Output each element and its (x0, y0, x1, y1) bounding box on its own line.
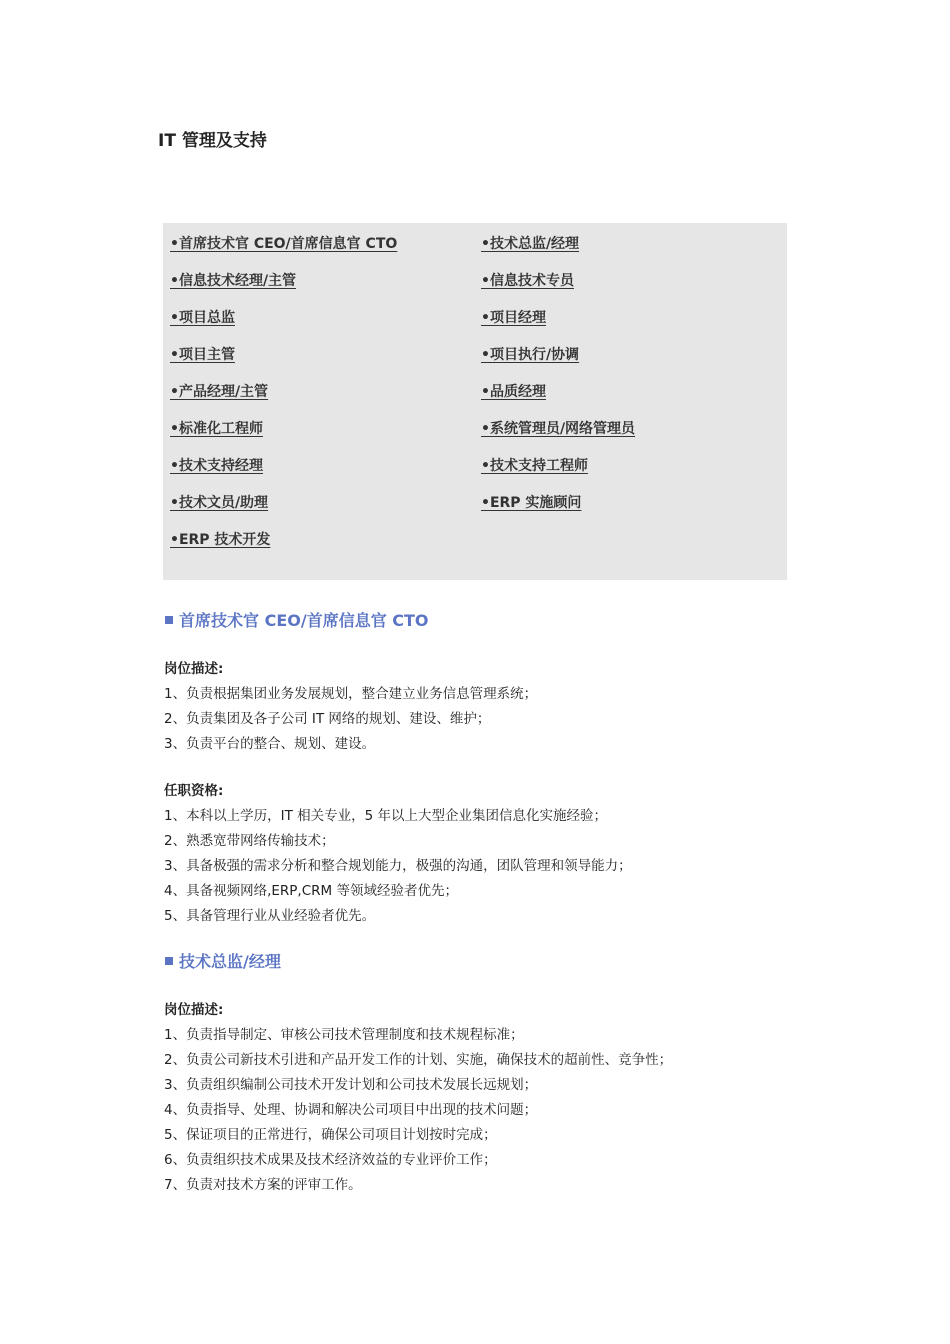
toc-link-product-manager[interactable]: •产品经理/主管 (170, 384, 269, 400)
description-line: 3、负责平台的整合、规划、建设。 (164, 736, 376, 752)
toc-link-tech-support-manager[interactable]: •技术支持经理 (170, 458, 263, 474)
qualification-line: 4、具备视频网络,ERP,CRM 等领域经验者优先； (164, 883, 458, 899)
toc-link-erp-developer[interactable]: •ERP 技术开发 (170, 532, 271, 548)
qualification-line: 1、本科以上学历，IT 相关专业，5 年以上大型企业集团信息化实施经验； (164, 808, 607, 824)
toc-link-tech-support-engineer[interactable]: •技术支持工程师 (481, 458, 588, 474)
description-line: 1、负责根据集团业务发展规划，整合建立业务信息管理系统； (164, 686, 538, 702)
toc-link-project-coordinator[interactable]: •项目执行/协调 (481, 347, 580, 363)
qualification-line: 2、熟悉宽带网络传输技术； (164, 833, 335, 849)
description-line: 4、负责指导、处理、协调和解决公司项目中出现的技术问题； (164, 1102, 538, 1118)
qualification-line: 3、具备极强的需求分析和整合规划能力，极强的沟通，团队管理和领导能力； (164, 858, 632, 874)
toc-link-it-specialist[interactable]: •信息技术专员 (481, 273, 574, 289)
description-line: 3、负责组织编制公司技术开发计划和公司技术发展长远规划； (164, 1077, 538, 1093)
description-line: 6、负责组织技术成果及技术经济效益的专业评价工作； (164, 1152, 497, 1168)
toc-link-tech-director[interactable]: •技术总监/经理 (481, 236, 580, 252)
description-line: 2、负责集团及各子公司 IT 网络的规划、建设、维护； (164, 711, 491, 727)
job-description-heading: 岗位描述: (164, 661, 224, 677)
section-title-tech-director: 技术总监/经理 (165, 949, 281, 972)
toc-link-project-supervisor[interactable]: •项目主管 (170, 347, 235, 363)
toc-link-standardization-engineer[interactable]: •标准化工程师 (170, 421, 263, 437)
square-bullet-icon (165, 957, 173, 965)
toc-link-project-director[interactable]: •项目总监 (170, 310, 235, 326)
description-line: 7、负责对技术方案的评审工作。 (164, 1177, 362, 1193)
job-index-box (163, 223, 787, 580)
description-line: 2、负责公司新技术引进和产品开发工作的计划、实施，确保技术的超前性、竞争性； (164, 1052, 673, 1068)
description-line: 1、负责指导制定、审核公司技术管理制度和技术规程标准； (164, 1027, 524, 1043)
toc-link-tech-clerk[interactable]: •技术文员/助理 (170, 495, 269, 511)
section-title-cto: 首席技术官 CEO/首席信息官 CTO (165, 608, 429, 631)
toc-link-it-manager[interactable]: •信息技术经理/主管 (170, 273, 297, 289)
toc-link-project-manager[interactable]: •项目经理 (481, 310, 546, 326)
toc-link-erp-consultant[interactable]: •ERP 实施顾问 (481, 495, 582, 511)
square-bullet-icon (165, 616, 173, 624)
description-line: 5、保证项目的正常进行，确保公司项目计划按时完成； (164, 1127, 497, 1143)
toc-link-quality-manager[interactable]: •品质经理 (481, 384, 546, 400)
page-title: IT 管理及支持 (158, 131, 267, 151)
qualification-line: 5、具备管理行业从业经验者优先。 (164, 908, 376, 924)
toc-link-cto[interactable]: •首席技术官 CEO/首席信息官 CTO (170, 236, 398, 252)
qualifications-heading: 任职资格: (164, 783, 224, 799)
toc-link-sysadmin[interactable]: •系统管理员/网络管理员 (481, 421, 636, 437)
job-description-heading: 岗位描述: (164, 1002, 224, 1018)
